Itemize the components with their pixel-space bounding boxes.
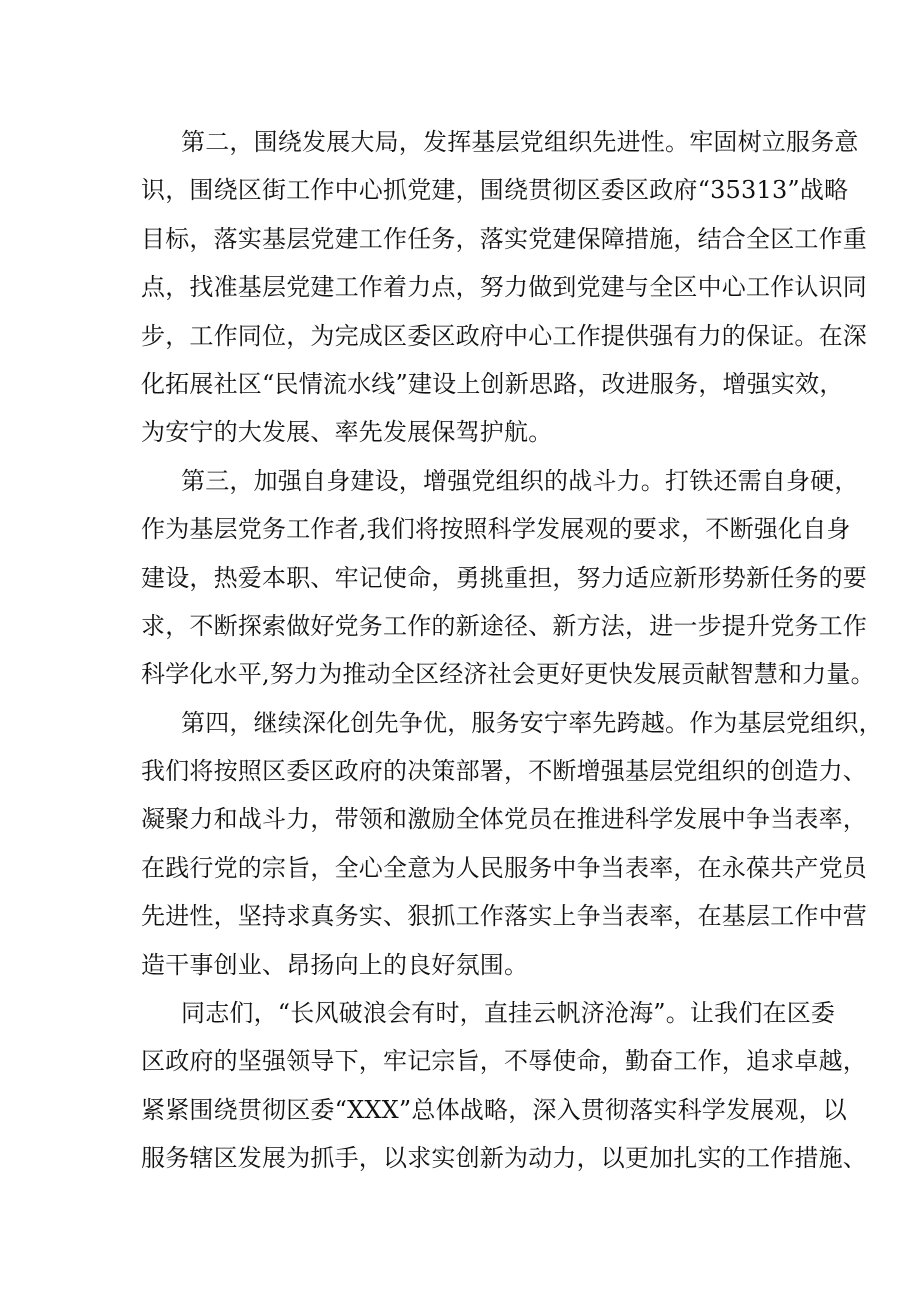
paragraph-third-point [141,457,875,699]
paragraph-line: 科学化水平,努力为推动全区经济社会更好更快发展贡献智慧和力量。 [141,660,875,689]
paragraph-second-point [141,118,867,457]
document-body [141,118,883,1183]
paragraph-line: 化拓展社区“民情流水线”建设上创新思路，改进服务，增强实效， [141,369,844,398]
paragraph-line: 识，围绕区街工作中心抓党建，围绕贯彻区委区政府“35313”战略 [141,176,849,205]
paragraph-line: 步，工作同位，为完成区委区政府中心工作提供强有力的保证。在深 [141,321,867,350]
paragraph-line: 建设，热爱本职、牢记使命，勇挑重担，努力适应新形势新任务的要 [141,563,867,592]
paragraph-line: 在践行党的宗旨，全心全意为人民服务中争当表率，在永葆共产党员 [141,853,867,882]
paragraph-closing-address [141,989,867,1183]
paragraph-line: 目标，落实基层党建工作任务，落实党建保障措施，结合全区工作重 [141,224,867,253]
paragraph-line: 造干事创业、昂扬向上的良好氛围。 [141,950,529,979]
paragraph-line: 区政府的坚强领导下，牢记宗旨，不辱使命，勤奋工作，追求卓越， [141,1047,867,1076]
paragraph-line: 第二，围绕发展大局，发挥基层党组织先进性。牢固树立服务意 [181,128,859,156]
paragraph-fourth-point [141,699,883,989]
paragraph-line: 求，不断探索做好党务工作的新途径、新方法，进一步提升党务工作 [141,611,867,640]
paragraph-line: 凝聚力和战斗力，带领和激励全体党员在推进科学发展中争当表率， [141,805,867,834]
paragraph-line: 服务辖区发展为抓手，以求实创新为动力，以更加扎实的工作措施、 [141,1144,867,1173]
paragraph-line: 为安宁的大发展、率先发展保驾护航。 [141,418,553,447]
paragraph-line: 第三，加强自身建设，增强党组织的战斗力。打铁还需自身硬， [181,466,859,495]
paragraph-line: 紧紧围绕贯彻区委“XXX”总体战略，深入贯彻落实科学发展观，以 [141,1095,847,1124]
paragraph-line: 第四，继续深化创先争优，服务安宁率先跨越。作为基层党组织， [181,708,883,737]
paragraph-line: 先进性，坚持求真务实、狠抓工作落实上争当表率，在基层工作中营 [141,902,867,931]
paragraph-line: 同志们，“长风破浪会有时，直挂云帆济沧海”。让我们在区委 [181,999,836,1028]
paragraph-line: 我们将按照区委区政府的决策部署，不断增强基层党组织的创造力、 [141,757,867,786]
paragraph-line: 作为基层党务工作者,我们将按照科学发展观的要求，不断强化自身 [141,515,851,544]
paragraph-line: 点，找准基层党建工作着力点，努力做到党建与全区中心工作认识同 [141,273,867,302]
